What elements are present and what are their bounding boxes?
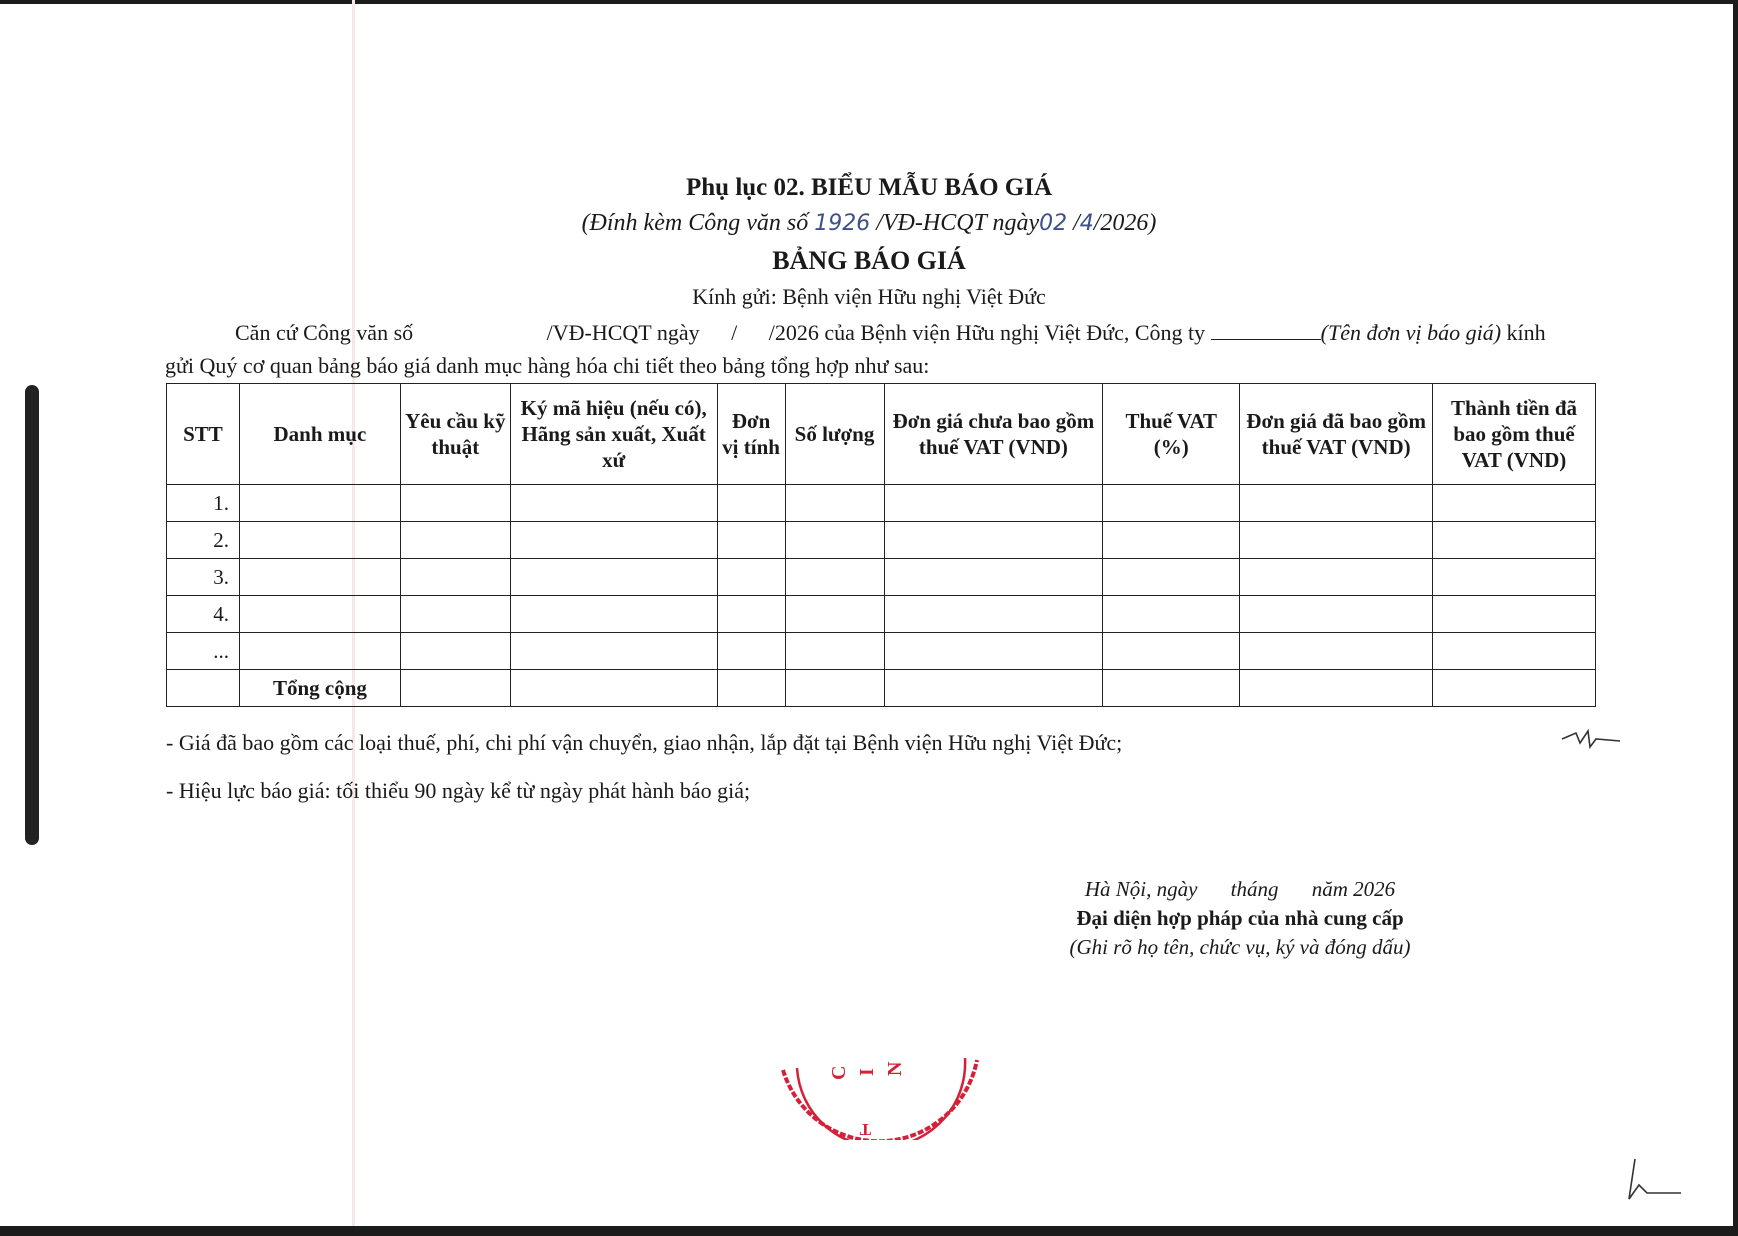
red-stamp-partial — [775, 1040, 985, 1140]
company-name-blank — [1211, 321, 1321, 340]
header-unit: Đơn vị tính — [717, 384, 785, 485]
intro-part3: / — [731, 320, 738, 345]
total-label: Tổng cộng — [239, 670, 400, 707]
intro-part4: /2026 của Bệnh viện Hữu nghị Việt Đức, Công ty — [768, 320, 1206, 345]
signature-date-line — [1040, 877, 1440, 902]
intro-part1: Căn cứ Công văn số — [235, 320, 414, 345]
signature-year: năm 2026 — [1311, 877, 1396, 901]
note-validity: - Hiệu lực báo giá: tối thiểu 90 ngày kể từ ngày phát hành báo giá; — [166, 778, 751, 803]
signature-instruction: (Ghi rõ họ tên, chức vụ, ký và đóng dấu) — [1069, 935, 1411, 959]
table-header-row — [167, 384, 1596, 485]
row-number: 4. — [167, 596, 240, 633]
stamp-letter: I — [856, 1068, 878, 1076]
signature-role: Đại diện hợp pháp của nhà cung cấp — [1076, 906, 1404, 930]
stamp-letter: N — [884, 1061, 906, 1076]
attach-suffix: /2026) — [1093, 210, 1157, 236]
table-row — [167, 633, 1596, 670]
attach-prefix: (Đính kèm Công văn số — [581, 210, 809, 236]
appendix-title: Phụ lục 02. BIỂU MẪU BÁO GIÁ — [685, 174, 1052, 201]
intro-part5: kính gửi Quý cơ quan bảng báo giá danh mục hàng hóa chi tiết theo bảng tổng hợp như sau: — [165, 320, 1546, 378]
table-row — [167, 559, 1596, 596]
row-number: 1. — [167, 485, 240, 522]
header-stt: STT — [167, 384, 240, 485]
header-amount-incl-vat: Thành tiền đã bao gồm thuế VAT (VND) — [1433, 384, 1596, 485]
signature-place: Hà Nội, ngày — [1084, 877, 1198, 901]
header-unit-price-excl-vat: Đơn giá chưa bao gồm thuế VAT (VND) — [884, 384, 1103, 485]
scan-top-edge — [0, 0, 1738, 4]
intro-paragraph — [165, 316, 1555, 382]
signature-month: tháng — [1230, 877, 1279, 901]
handwritten-day: 02 — [1039, 211, 1068, 236]
header-model-manufacturer-origin: Ký mã hiệu (nếu có), Hãng sản xuất, Xuất xứ — [510, 384, 717, 485]
stamp-letter: T — [859, 1120, 871, 1139]
scroll-handle[interactable] — [25, 385, 39, 845]
form-title: BẢNG BÁO GIÁ — [772, 246, 966, 275]
signature-mark-icon — [1625, 1155, 1685, 1205]
header-item: Danh mục — [239, 384, 400, 485]
intro-part2: /VĐ-HCQT ngày — [546, 320, 700, 345]
handwritten-document-number: 1926 — [814, 211, 871, 236]
stamp-letter: C — [828, 1065, 850, 1080]
header-unit-price-incl-vat: Đơn giá đã bao gồm thuế VAT (VND) — [1240, 384, 1433, 485]
initial-mark-icon — [1560, 725, 1630, 753]
attach-mid: /VĐ-HCQT ngày — [876, 210, 1040, 236]
row-number: 2. — [167, 522, 240, 559]
row-number: ... — [167, 633, 240, 670]
attach-sep: / — [1073, 210, 1080, 236]
handwritten-month: 4 — [1079, 211, 1094, 236]
table-row — [167, 485, 1596, 522]
row-number: 3. — [167, 559, 240, 596]
note-price-includes: - Giá đã bao gồm các loại thuế, phí, chi phí vận chuyển, giao nhận, lắp đặt tại Bệnh viện Hữu nghị Việt Đức; — [166, 730, 1123, 755]
header-quantity: Số lượng — [785, 384, 884, 485]
total-row — [167, 670, 1596, 707]
quotation-table — [166, 383, 1596, 707]
scan-bottom-edge — [0, 1226, 1738, 1236]
company-note: (Tên đơn vị báo giá) — [1320, 320, 1502, 345]
table-row — [167, 522, 1596, 559]
header-technical-requirements: Yêu cầu kỹ thuật — [400, 384, 510, 485]
table-row — [167, 596, 1596, 633]
attachment-reference — [0, 210, 1738, 237]
recipient-line: Kính gửi: Bệnh viện Hữu nghị Việt Đức — [692, 284, 1046, 309]
header-vat-rate: Thuế VAT (%) — [1103, 384, 1240, 485]
